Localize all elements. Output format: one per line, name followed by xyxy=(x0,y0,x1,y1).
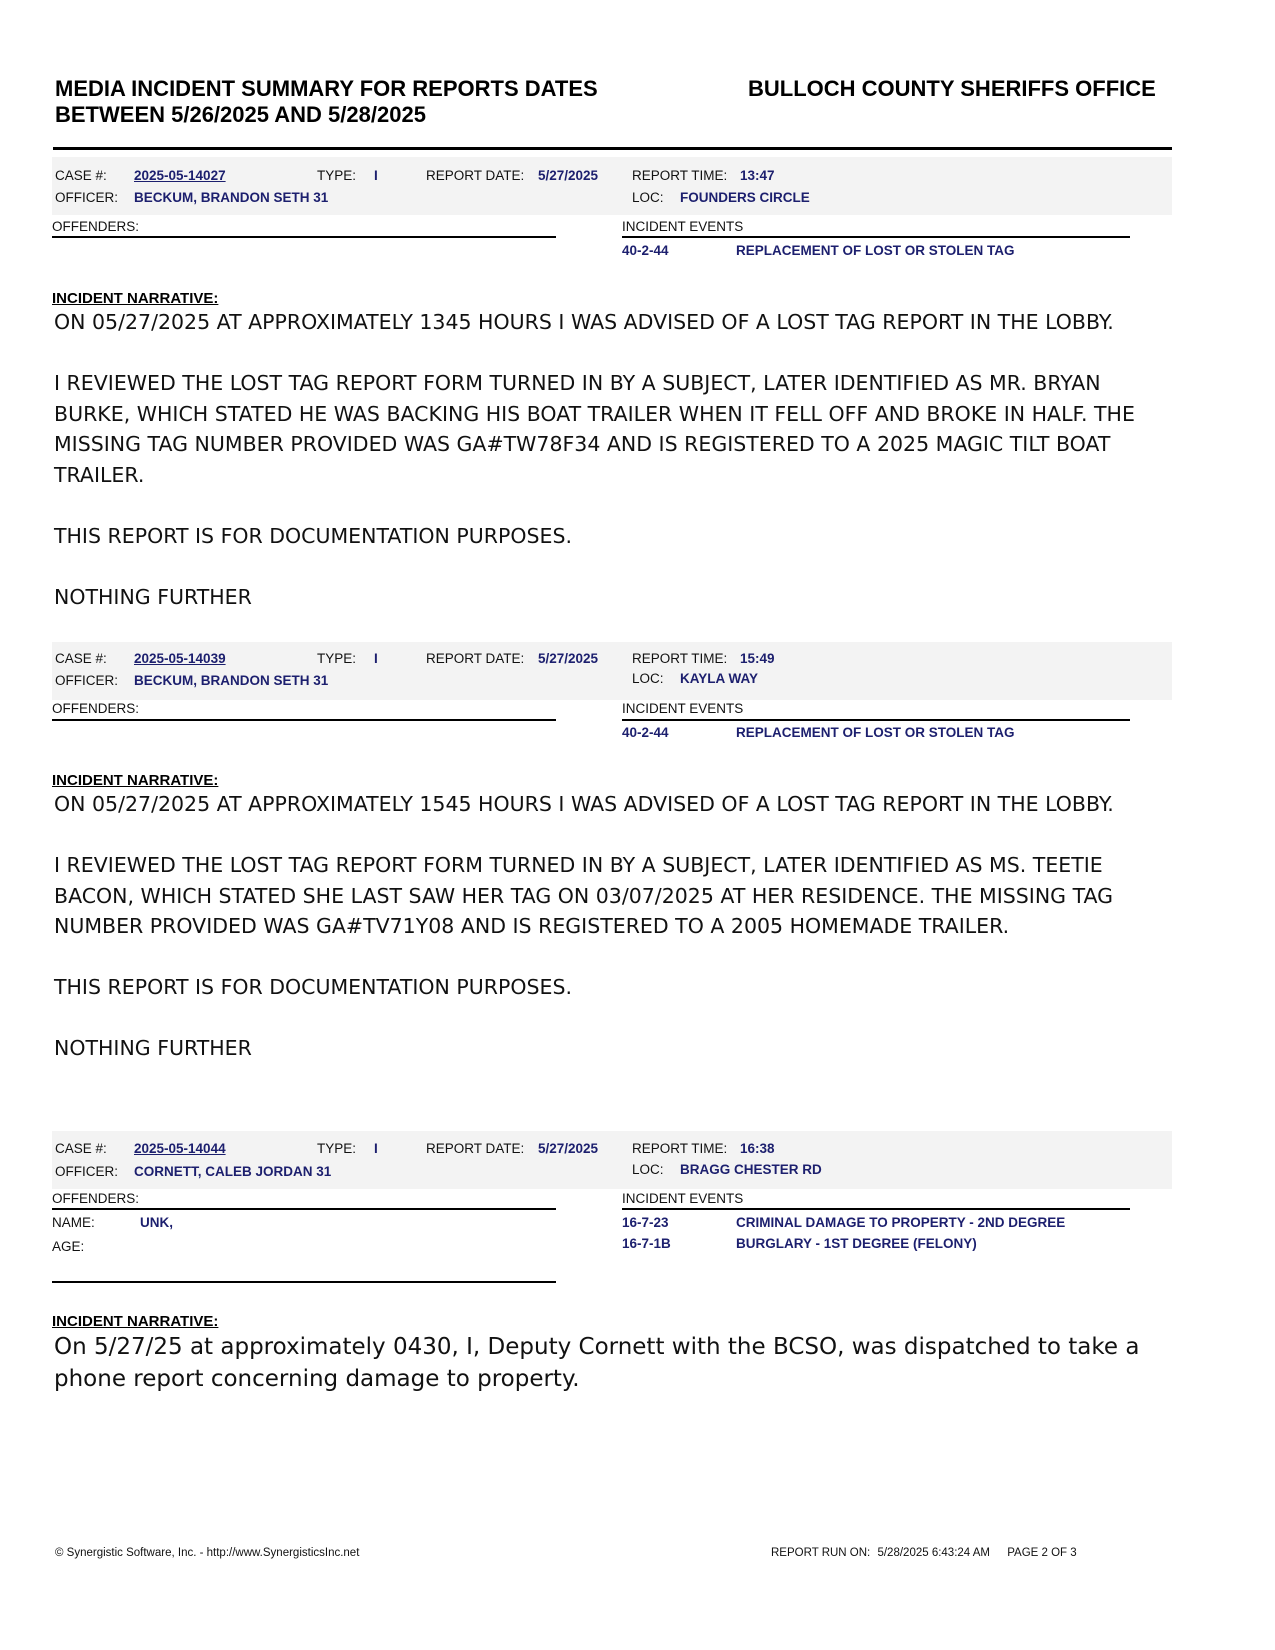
copyright-notice: © Synergistic Software, Inc. - http://www.SynergisticsInc.net xyxy=(55,1547,360,1559)
narrative-paragraph: On 5/27/25 at approximately 0430, I, Deputy Cornett with the BCSO, was dispatched to take a phone report concerning damage to property. xyxy=(54,1334,1140,1392)
incident-events-label: INCIDENT EVENTS xyxy=(622,1191,744,1206)
incident-events-label: INCIDENT EVENTS xyxy=(622,219,744,234)
officer-label: OFFICER: xyxy=(55,673,118,688)
narrative-text xyxy=(54,307,1164,643)
event-description: BURGLARY - 1ST DEGREE (FELONY) xyxy=(736,1236,977,1251)
offenders-events-section xyxy=(52,700,1172,750)
report-time-value: 15:49 xyxy=(740,651,775,666)
event-code: 40-2-44 xyxy=(622,243,669,258)
case-info-band xyxy=(52,157,1172,215)
report-date-label: REPORT DATE: xyxy=(426,651,525,666)
offenders-label: OFFENDERS: xyxy=(52,701,140,716)
offender-age-label: AGE: xyxy=(52,1239,85,1254)
report-time-label: REPORT TIME: xyxy=(632,1141,728,1156)
narrative-paragraph: I REVIEWED THE LOST TAG REPORT FORM TURNED IN BY A SUBJECT, LATER IDENTIFIED AS MR. BRYAN BURKE, WHICH STATED HE WAS BACKING HIS BOAT TRAILER WHEN IT FELL OFF AND BROKE IN HALF. THE MISSING TAG NUMBER PROVIDED WAS GA#TW78F34 AND IS REGISTERED TO A 2025 MAGIC TILT BOAT TRAILER. xyxy=(54,371,1135,487)
case-block xyxy=(52,157,1172,609)
case-number-link[interactable]: 2025-05-14039 xyxy=(134,651,226,666)
event-description: CRIMINAL DAMAGE TO PROPERTY - 2ND DEGREE xyxy=(736,1215,1066,1230)
agency-name: BULLOCH COUNTY SHERIFFS OFFICE xyxy=(748,76,1156,101)
offenders-label: OFFENDERS: xyxy=(52,1191,140,1206)
type-value: I xyxy=(374,168,378,183)
case-number-label: CASE #: xyxy=(55,1141,107,1156)
case-number-label: CASE #: xyxy=(55,168,107,183)
page-number: PAGE 2 OF 3 xyxy=(1007,1547,1077,1559)
narrative-paragraph: I REVIEWED THE LOST TAG REPORT FORM TURNED IN BY A SUBJECT, LATER IDENTIFIED AS MS. TEETIE BACON, WHICH STATED SHE LAST SAW HER TAG ON 03/07/2025 AT HER RESIDENCE. THE MISSING TAG NUMBER PROVIDED WAS GA#TV71Y08 AND IS REGISTERED TO A 2005 HOMEMADE TRAILER. xyxy=(54,853,1114,938)
report-time-value: 13:47 xyxy=(740,168,775,183)
officer-value: BECKUM, BRANDON SETH 31 xyxy=(134,190,329,205)
offenders-divider xyxy=(52,1208,556,1210)
case-number-link[interactable]: 2025-05-14027 xyxy=(134,168,226,183)
narrative-heading: INCIDENT NARRATIVE: xyxy=(52,1313,219,1330)
narrative-paragraph: ON 05/27/2025 AT APPROXIMATELY 1545 HOURS I WAS ADVISED OF A LOST TAG REPORT IN THE LOBBY. xyxy=(54,792,1114,816)
report-date-value: 5/27/2025 xyxy=(538,1141,599,1156)
events-divider xyxy=(622,719,1130,721)
event-description: REPLACEMENT OF LOST OR STOLEN TAG xyxy=(736,243,1015,258)
report-run-value: 5/28/2025 6:43:24 AM xyxy=(877,1547,991,1559)
location-value: BRAGG CHESTER RD xyxy=(680,1162,822,1177)
offenders-bottom-divider xyxy=(52,1281,556,1283)
event-code: 16-7-23 xyxy=(622,1215,669,1230)
case-number-label: CASE #: xyxy=(55,651,107,666)
report-time-value: 16:38 xyxy=(740,1141,775,1156)
report-time-label: REPORT TIME: xyxy=(632,651,728,666)
report-title-line2: BETWEEN 5/26/2025 AND 5/28/2025 xyxy=(55,102,426,127)
case-info-band xyxy=(52,642,1172,700)
type-label: TYPE: xyxy=(317,651,357,666)
offender-name-value: UNK, xyxy=(140,1215,173,1230)
offenders-divider xyxy=(52,236,556,238)
case-info-band xyxy=(52,1131,1172,1189)
narrative-text xyxy=(54,789,1164,1094)
report-date-label: REPORT DATE: xyxy=(426,168,525,183)
report-title xyxy=(55,76,695,128)
events-divider xyxy=(622,1208,1130,1210)
officer-label: OFFICER: xyxy=(55,1164,118,1179)
offenders-events-section xyxy=(52,215,1172,265)
event-code: 16-7-1B xyxy=(622,1236,671,1251)
event-code: 40-2-44 xyxy=(622,725,669,740)
offenders-label: OFFENDERS: xyxy=(52,219,140,234)
case-block xyxy=(52,642,1172,1060)
narrative-paragraph: NOTHING FURTHER xyxy=(54,1036,252,1060)
report-date-value: 5/27/2025 xyxy=(538,168,599,183)
report-date-value: 5/27/2025 xyxy=(538,651,599,666)
location-value: KAYLA WAY xyxy=(680,671,759,686)
header-divider xyxy=(53,147,1172,150)
narrative-paragraph: NOTHING FURTHER xyxy=(54,584,252,609)
case-number-link[interactable]: 2025-05-14044 xyxy=(134,1141,226,1156)
location-label: LOC: xyxy=(632,671,664,686)
type-label: TYPE: xyxy=(317,1141,357,1156)
type-value: I xyxy=(374,651,378,666)
location-label: LOC: xyxy=(632,190,664,205)
narrative-heading: INCIDENT NARRATIVE: xyxy=(52,290,219,307)
report-date-label: REPORT DATE: xyxy=(426,1141,525,1156)
incident-events-label: INCIDENT EVENTS xyxy=(622,701,744,716)
narrative-text xyxy=(54,1331,1164,1426)
report-time-label: REPORT TIME: xyxy=(632,168,728,183)
case-block xyxy=(52,1131,1172,1392)
location-label: LOC: xyxy=(632,1162,664,1177)
offenders-divider xyxy=(52,719,556,721)
narrative-paragraph: ON 05/27/2025 AT APPROXIMATELY 1345 HOURS I WAS ADVISED OF A LOST TAG REPORT IN THE LOBBY. xyxy=(54,310,1114,334)
events-divider xyxy=(622,236,1130,238)
offender-name-label: NAME: xyxy=(52,1215,95,1230)
event-description: REPLACEMENT OF LOST OR STOLEN TAG xyxy=(736,725,1015,740)
narrative-paragraph: THIS REPORT IS FOR DOCUMENTATION PURPOSES. xyxy=(54,975,572,999)
narrative-paragraph: THIS REPORT IS FOR DOCUMENTATION PURPOSES. xyxy=(54,523,572,548)
officer-label: OFFICER: xyxy=(55,190,118,205)
officer-value: CORNETT, CALEB JORDAN 31 xyxy=(134,1164,332,1179)
offenders-events-section xyxy=(52,1189,1172,1299)
type-value: I xyxy=(374,1141,378,1156)
narrative-heading: INCIDENT NARRATIVE: xyxy=(52,772,219,789)
location-value: FOUNDERS CIRCLE xyxy=(680,190,810,205)
report-run-info xyxy=(771,1547,1081,1559)
officer-value: BECKUM, BRANDON SETH 31 xyxy=(134,673,329,688)
report-run-label: REPORT RUN ON: xyxy=(771,1547,871,1559)
report-title-line1: MEDIA INCIDENT SUMMARY FOR REPORTS DATES xyxy=(55,76,598,101)
type-label: TYPE: xyxy=(317,168,357,183)
